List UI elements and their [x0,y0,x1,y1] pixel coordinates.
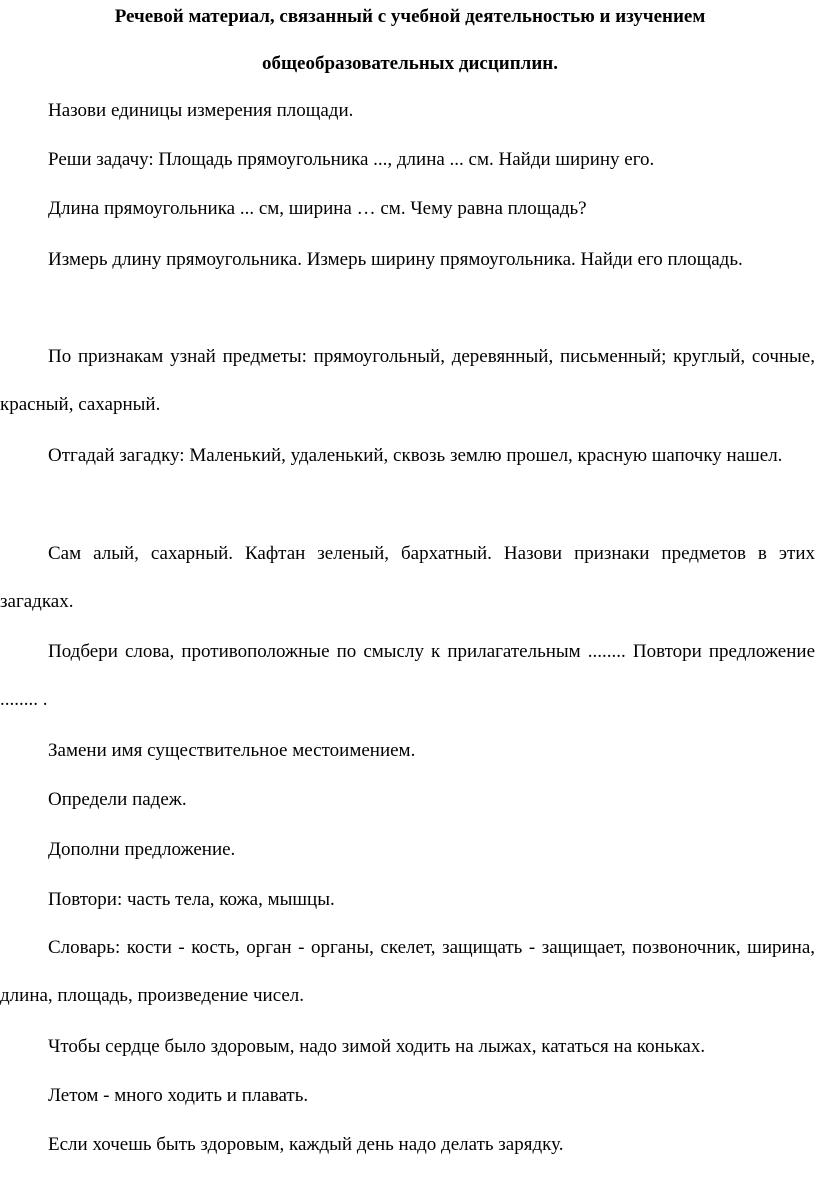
paragraph-15: Летом - много ходить и плавать. [48,1085,309,1106]
paragraph-6: Отгадай загадку: Маленький, удаленький, сквозь землю прошел, красную шапочку нашел. [48,445,783,466]
paragraph-3: Длина прямоугольника ... см, ширина … см. Чему равна площадь? [48,198,587,219]
paragraph-4: Измерь длину прямоугольника. Измерь ширину прямоугольника. Найди его площадь. [48,249,743,270]
paragraph-11: Дополни предложение. [48,839,236,860]
paragraph-16: Если хочешь быть здоровым, каждый день надо делать зарядку. [48,1134,564,1155]
paragraph-12: Повтори: часть тела, кожа, мышцы. [48,889,335,910]
paragraph-1: Назови единицы измерения площади. [48,100,354,121]
paragraph-13: Словарь: кости - кость, орган - органы, скелет, защищать - защищает, позвоночник, ширина, длина, площадь, произведение чисел. [0,937,815,1006]
paragraph-7: Сам алый, сахарный. Кафтан зеленый, бархатный. Назови признаки предметов в этих загадках. [0,543,815,612]
paragraph-14: Чтобы сердце было здоровым, надо зимой ходить на лыжах, кататься на коньках. [48,1036,706,1057]
document-title-line-1: Речевой материал, связанный с учебной деятельностью и изучением [114,6,706,27]
document-title-line-2: общеобразовательных дисциплин. [261,53,558,74]
paragraph-2: Реши задачу: Площадь прямоугольника ..., длина ... см. Найди ширину его. [48,149,655,170]
paragraph-5: По признакам узнай предметы: прямоугольный, деревянный, письменный; круглый, сочные, красный, сахарный. [0,346,815,415]
paragraph-9: Замени имя существительное местоимением. [48,740,416,761]
paragraph-10: Определи падеж. [48,789,187,810]
paragraph-8: Подбери слова, противоположные по смыслу к прилагательным ........ Повтори предложение ........ . [0,641,815,710]
